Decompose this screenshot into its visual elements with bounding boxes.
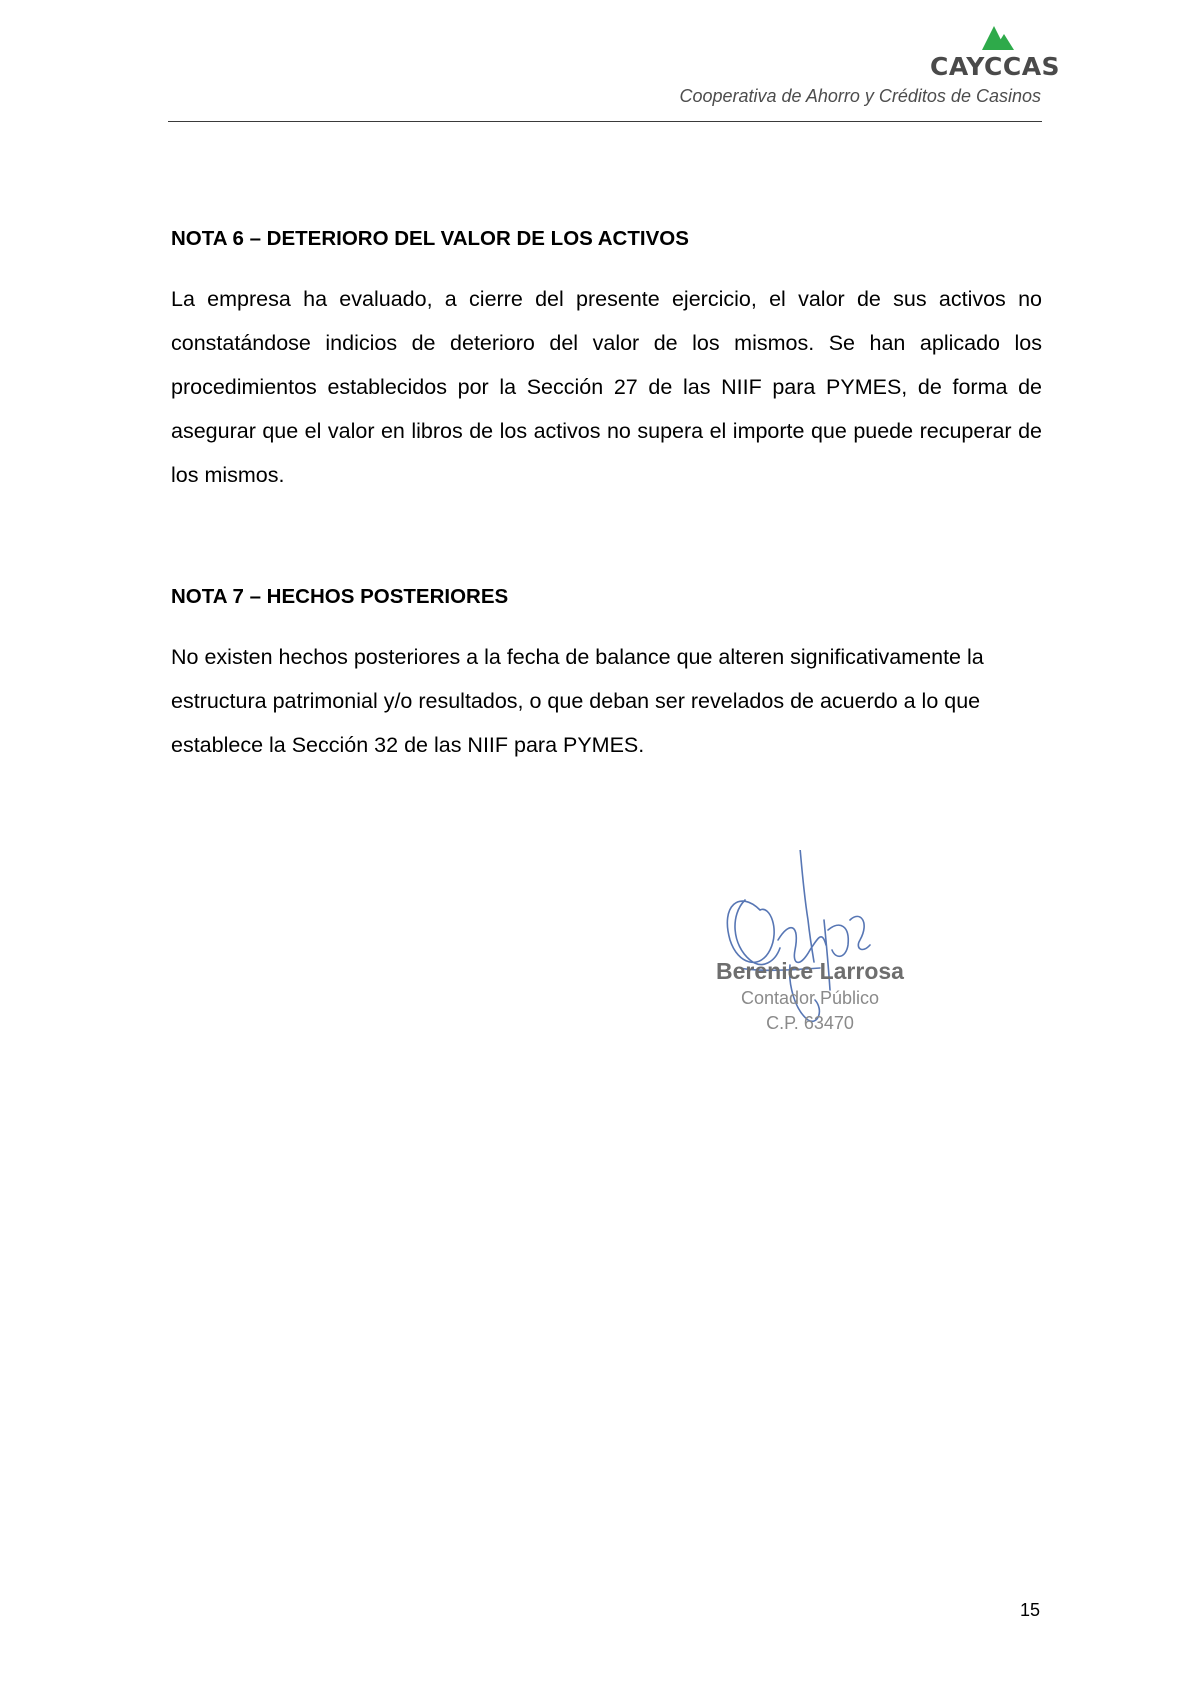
signer-role: Contador Público [740,988,880,1008]
logo-wordmark: CAYCCAS [930,52,1061,81]
section-title-nota-7: NOTA 7 – HECHOS POSTERIORES [171,585,509,608]
section-title-nota-6: NOTA 6 – DETERIORO DEL VALOR DE LOS ACTIVOS [171,227,689,250]
body-line: estructura patrimonial y/o resultados, o que deban ser revelados de acuerdo a lo que [171,689,981,713]
signer-name: Berenice Larrosa [716,958,904,984]
section-body-nota-6: La empresa ha evaluado, a cierre del presente ejercicio, el valor de sus activos no constatándose indicios de deterioro del valor de los mismos. Se han aplicado los procedimientos establecidos por la Sección 27 de las NIIF para PYMES, de forma de asegurar que el valor en libros de los activos no supera el importe que puede recuperar de los mismos. [171,287,1042,487]
header-divider [168,121,1042,122]
body-line: establece la Sección 32 de las NIIF para PYMES. [171,733,645,757]
signature-block [700,850,920,1040]
company-tagline: Cooperativa de Ahorro y Créditos de Casinos [679,86,1041,106]
body-line: No existen hechos posteriores a la fecha de balance que alteren significativamente la [171,645,984,669]
section-body-nota-7 [171,635,1042,767]
company-logo [930,22,1060,82]
green-mountains-icon [930,22,1060,52]
page-number: 15 [1020,1600,1041,1620]
signer-registration: C.P. 63470 [766,1013,854,1033]
